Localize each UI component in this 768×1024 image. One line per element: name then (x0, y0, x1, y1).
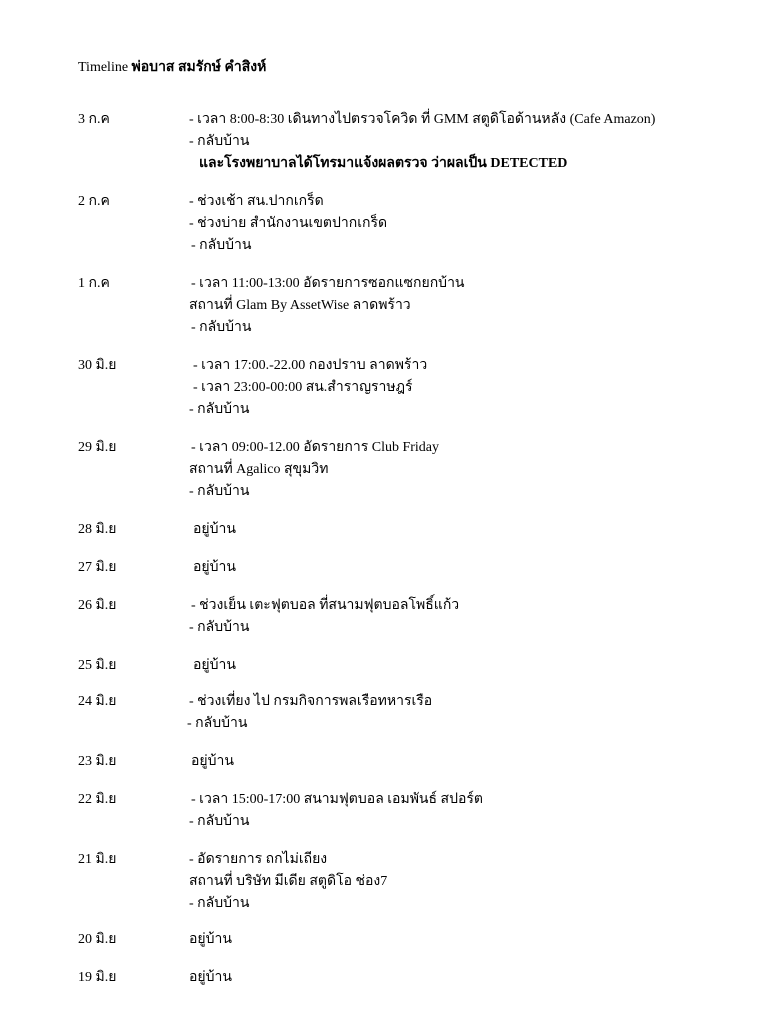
entry-line: อยู่บ้าน (193, 560, 236, 575)
entry-line: - เวลา 8:00-8:30 เดินทางไปตรวจโควิด ที่ GMM สตูดิโอด้านหลัง (Cafe Amazon) (189, 112, 656, 127)
entry-line: - ช่วงบ่าย สำนักงานเขตปากเกร็ด (189, 216, 388, 231)
entry-line: อยู่บ้าน (193, 658, 236, 673)
entry-date: 1 ก.ค (78, 276, 110, 291)
entry-date: 28 มิ.ย (78, 522, 117, 537)
entry-date: 27 มิ.ย (78, 560, 117, 575)
entry-line: - เวลา 11:00-13:00 อัดรายการซอกแซกยกบ้าน (191, 276, 465, 291)
entry-line: - เวลา 09:00-12.00 อัดรายการ Club Friday (191, 440, 440, 455)
entry-date: 24 มิ.ย (78, 694, 117, 709)
entry-date: 21 มิ.ย (78, 852, 117, 867)
entry-line: สถานที่ Glam By AssetWise ลาดพร้าว (189, 298, 411, 313)
entry-date: 22 มิ.ย (78, 792, 117, 807)
entry-line: - กลับบ้าน (189, 620, 250, 635)
title-name: พ่อบาส สมรักษ์ คำสิงห์ (131, 60, 267, 75)
entry-date: 20 มิ.ย (78, 932, 117, 947)
entry-date: 30 มิ.ย (78, 358, 117, 373)
entry-line: - ช่วงเช้า สน.ปากเกร็ด (189, 194, 324, 209)
entry-line: - กลับบ้าน (191, 238, 252, 253)
entry-line: สถานที่ บริษัท มีเดีย สตูดิโอ ช่อง7 (189, 874, 388, 889)
entry-date: 26 มิ.ย (78, 598, 117, 613)
entry-line-result: และโรงพยาบาลได้โทรมาแจ้งผลตรวจ ว่าผลเป็น DETECTED (199, 156, 568, 171)
entry-line: - กลับบ้าน (189, 814, 250, 829)
entry-date: 29 มิ.ย (78, 440, 117, 455)
entry-line: อยู่บ้าน (193, 522, 236, 537)
entry-line: อยู่บ้าน (191, 754, 234, 769)
entry-line: - เวลา 17:00.-22.00 กองปราบ ลาดพร้าว (193, 358, 428, 373)
entry-line: สถานที่ Agalico สุขุมวิท (189, 462, 329, 477)
entry-line: - กลับบ้าน (187, 716, 248, 731)
entry-line: - ช่วงเที่ยง ไป กรมกิจการพลเรือทหารเรือ (189, 694, 433, 709)
entry-line: - กลับบ้าน (189, 896, 250, 911)
entry-date: 3 ก.ค (78, 112, 110, 127)
entry-line: - กลับบ้าน (189, 402, 250, 417)
document-title (78, 58, 266, 78)
entry-line: - กลับบ้าน (191, 320, 252, 335)
entry-line: - ช่วงเย็น เตะฟุตบอล ที่สนามฟุตบอลโพธิ์แก้ว (191, 598, 460, 613)
entry-line: - กลับบ้าน (189, 484, 250, 499)
entry-line: - อัดรายการ ถกไม่เถียง (189, 852, 328, 867)
entry-line: อยู่บ้าน (189, 970, 232, 985)
entry-date: 23 มิ.ย (78, 754, 117, 769)
title-prefix: Timeline (78, 60, 129, 75)
entry-date: 2 ก.ค (78, 194, 110, 209)
entry-line: - กลับบ้าน (189, 134, 250, 149)
entry-date: 19 มิ.ย (78, 970, 117, 985)
entry-line: - เวลา 15:00-17:00 สนามฟุตบอล เอมพันธ์ สปอร์ต (191, 792, 483, 807)
entry-line: อยู่บ้าน (189, 932, 232, 947)
entry-line: - เวลา 23:00-00:00 สน.สำราญราษฎร์ (193, 380, 413, 395)
entry-date: 25 มิ.ย (78, 658, 117, 673)
